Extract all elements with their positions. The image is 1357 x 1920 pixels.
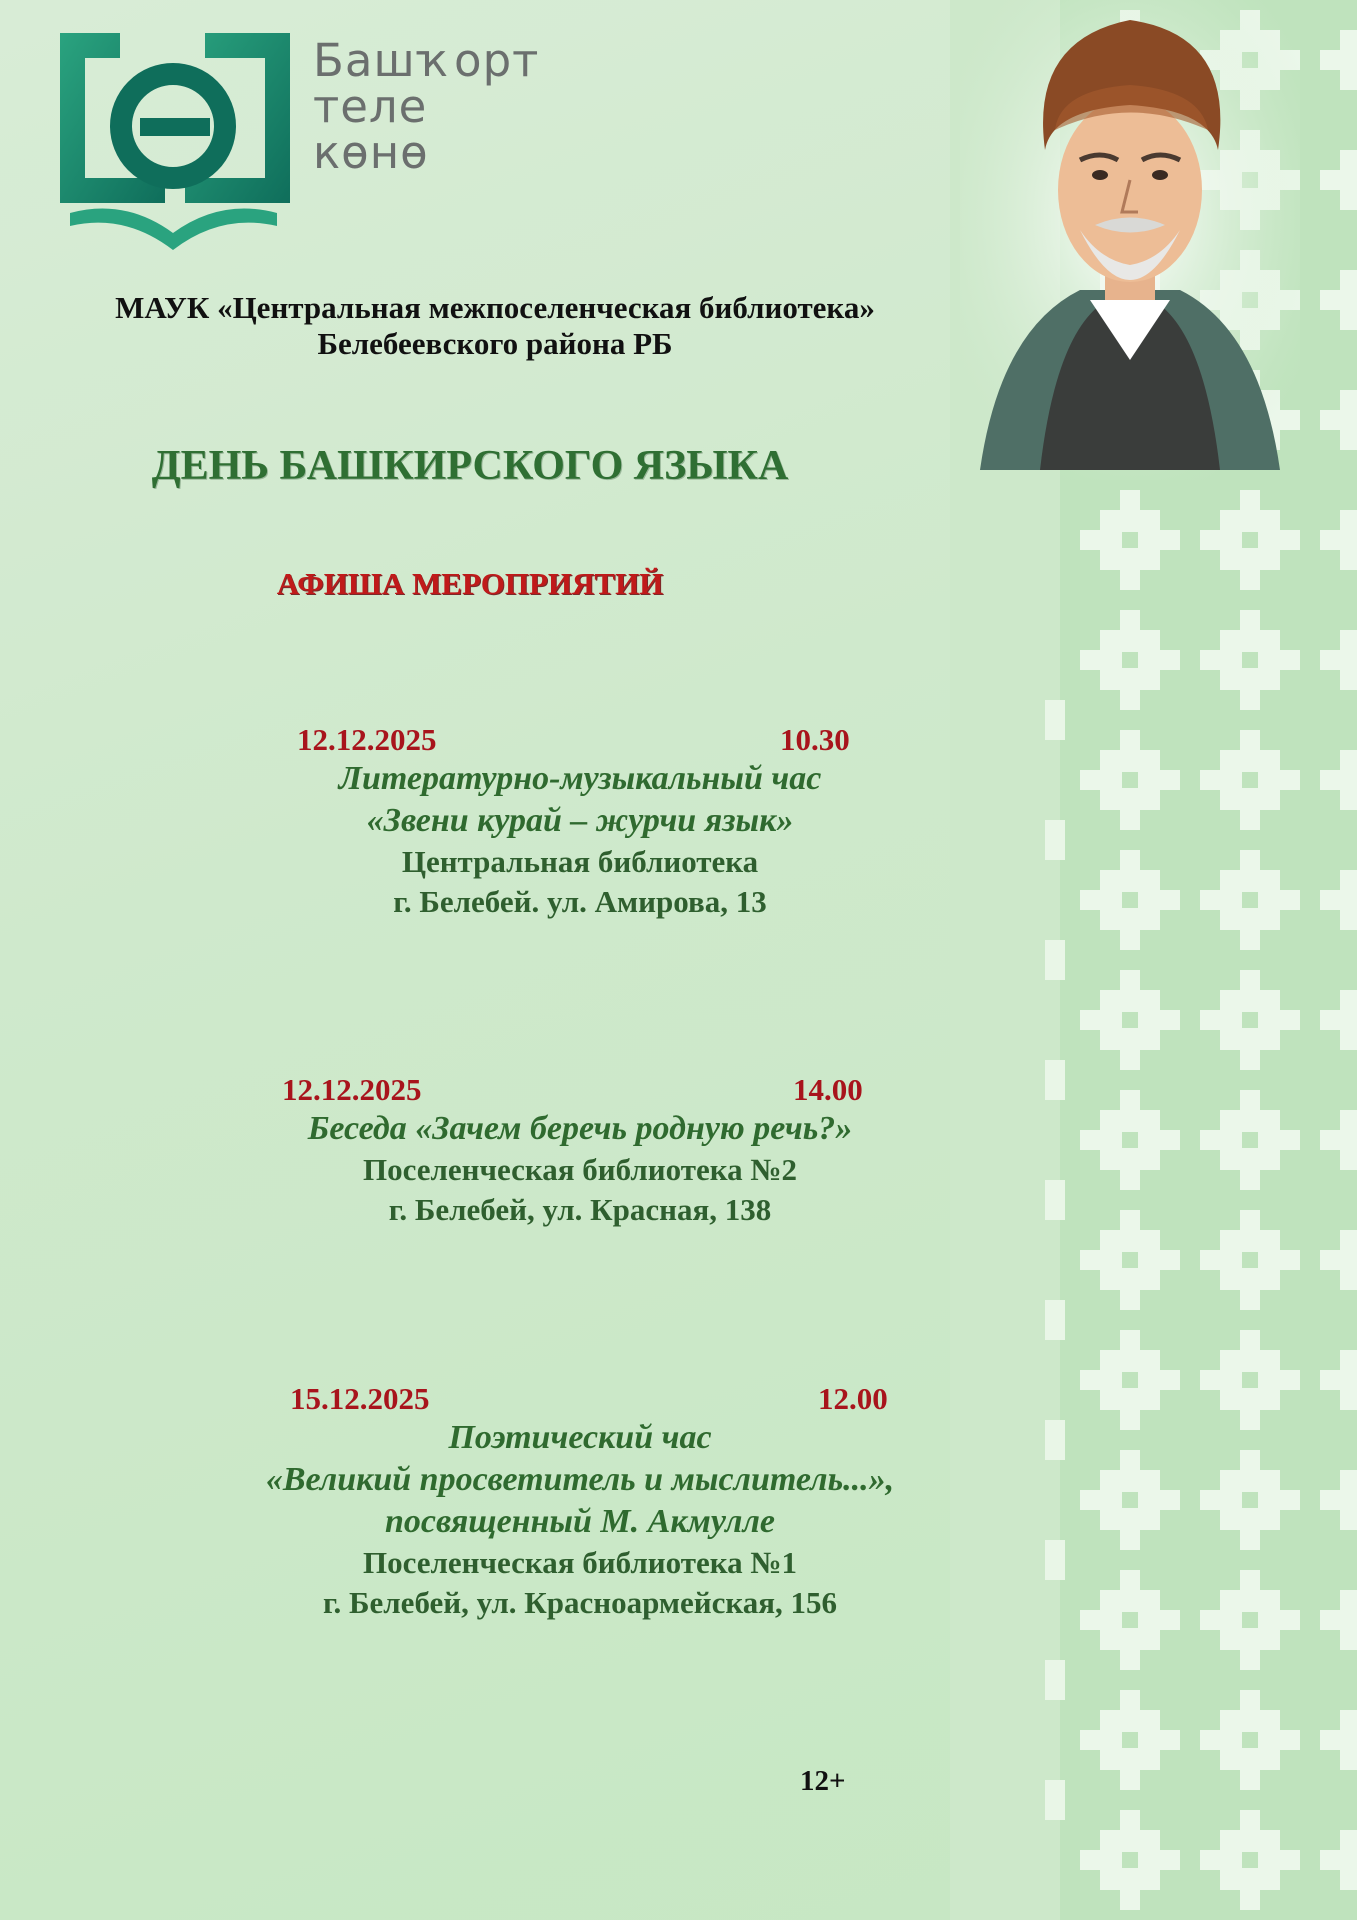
page-subtitle: АФИША МЕРОПРИЯТИЙ [276, 566, 664, 601]
event-time: 14.00 [793, 1072, 863, 1107]
logo-text-line1: Башҡорт [313, 34, 540, 87]
event-1 [160, 722, 1000, 922]
event-place: Центральная библиотека [401, 844, 759, 879]
event-title-line: Литературно-музыкальный час [338, 760, 822, 797]
event-2 [160, 1072, 1000, 1230]
org-line1: МАУК «Центральная межпоселенческая библиотека» [115, 290, 875, 325]
event-date: 15.12.2025 [290, 1381, 430, 1416]
logo-text-line3: көнө [313, 126, 429, 179]
event-title-line: «Великий просветитель и мыслитель...», [265, 1461, 895, 1498]
organization-name [30, 290, 960, 362]
event-date: 12.12.2025 [297, 722, 437, 757]
event-time: 10.30 [780, 722, 850, 757]
age-rating: 12+ [800, 1765, 846, 1797]
event-place: Поселенческая библиотека №1 [362, 1545, 798, 1580]
event-date: 12.12.2025 [282, 1072, 422, 1107]
event-address: г. Белебей, ул. Красноармейская, 156 [322, 1585, 838, 1620]
portrait-illustration [960, 0, 1300, 480]
logo-text-line2: теле [313, 80, 428, 133]
event-title-line: посвященный М. Акмулле [384, 1503, 776, 1540]
event-place: Поселенческая библиотека №2 [362, 1152, 798, 1187]
event-title-line: «Звени курай – журчи язык» [366, 802, 794, 839]
event-address: г. Белебей, ул. Красная, 138 [388, 1192, 772, 1227]
event-3 [160, 1381, 1000, 1623]
page-title: ДЕНЬ БАШКИРСКОГО ЯЗЫКА [151, 443, 789, 489]
org-line2: Белебеевского района РБ [317, 326, 673, 361]
event-time: 12.00 [818, 1381, 888, 1416]
open-book-logo-icon [55, 28, 295, 258]
event-address: г. Белебей. ул. Амирова, 13 [393, 884, 767, 919]
event-title-line: Поэтический час [448, 1419, 712, 1456]
bashkir-language-day-logo [55, 28, 565, 258]
event-title-line: Беседа «Зачем беречь родную речь?» [307, 1110, 853, 1147]
